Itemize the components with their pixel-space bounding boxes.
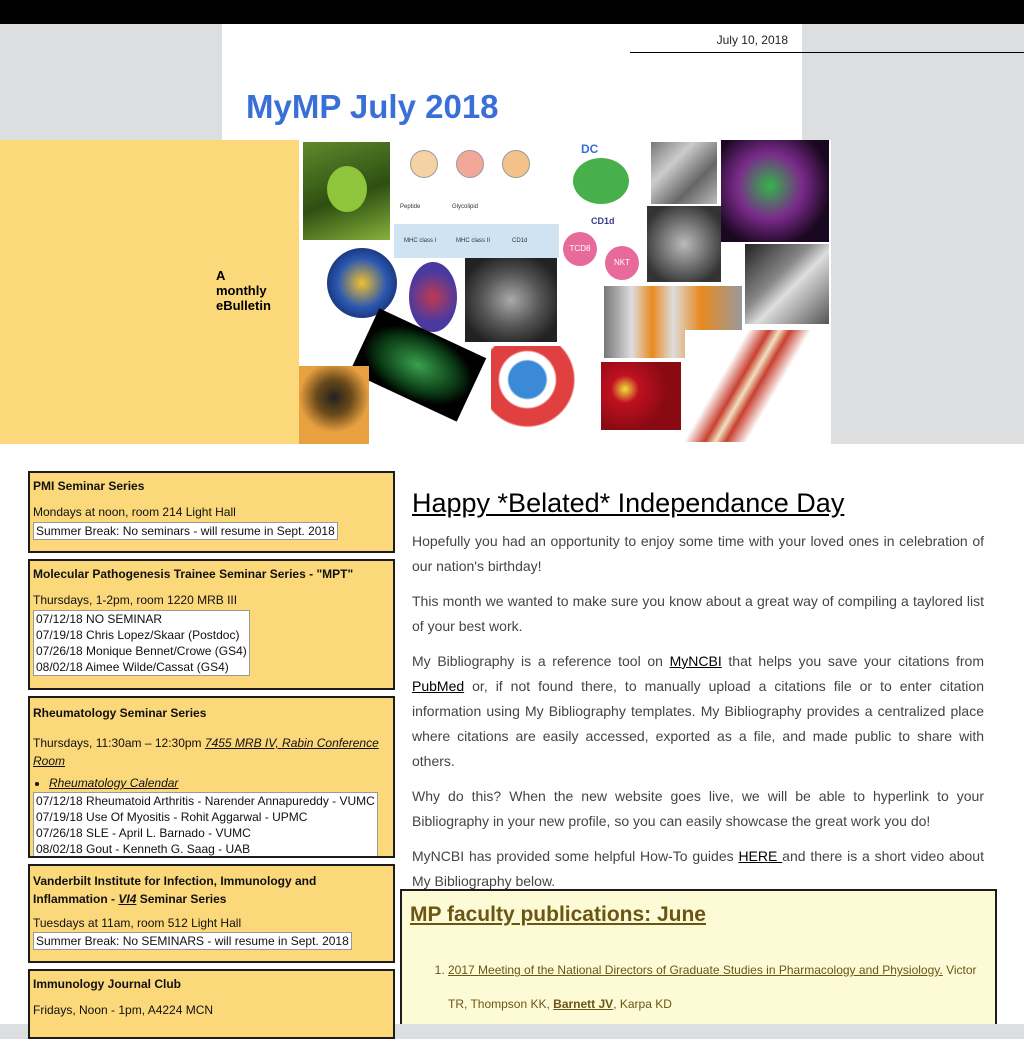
mpt-seminar-box	[28, 559, 395, 690]
fluorescence-micrograph	[721, 140, 829, 242]
schedule-list	[33, 792, 378, 858]
publications-heading: MP faculty publications: June	[410, 903, 706, 926]
calendar-item	[49, 774, 390, 792]
myncbi-link[interactable]: MyNCBI	[669, 653, 722, 669]
header-gray-right	[802, 24, 1024, 444]
publication-authors: , Karpa KD	[613, 997, 672, 1011]
schedule-item: 08/02/18 Aimee Wilde/Cassat (GS4)	[36, 660, 229, 674]
journal-club-box	[28, 969, 395, 1039]
seminar-time	[33, 734, 390, 770]
location-link[interactable]: 7455 MRB IV, Rabin Conference Room	[33, 736, 379, 768]
article	[412, 488, 984, 904]
calendar-list	[33, 774, 390, 792]
tagline-line: A	[216, 268, 226, 283]
page-title: MyMP July 2018	[246, 88, 499, 125]
text: My Bibliography is a reference tool on	[412, 653, 670, 669]
rheumatology-seminar-box	[28, 696, 395, 858]
bacteria-micrograph	[651, 142, 717, 204]
publications-box	[400, 889, 997, 1024]
diagram-label: TCD8	[563, 232, 597, 266]
schedule-item: 07/12/18 NO SEMINAR	[36, 612, 163, 626]
publication-item	[448, 953, 983, 1021]
box-title: Immunology Journal Club	[33, 977, 182, 991]
schedule-item: 08/02/18 Gout - Kenneth G. Saag - UAB	[36, 842, 251, 856]
article-paragraph: Why do this? When the new website goes live, we will be able to hyperlink to your Bibliography in your new profile, so you can easily showcase the great work you do!	[412, 788, 984, 829]
rod-micrograph	[745, 244, 829, 324]
header-gray-left	[0, 24, 222, 140]
top-bar	[0, 0, 1024, 24]
diagram-label: Peptide	[400, 204, 421, 210]
seminar-time: Mondays at noon, room 214 Light Hall	[33, 505, 236, 519]
virus-model	[327, 248, 397, 318]
author-link[interactable]: Barnett JV	[553, 997, 614, 1011]
tagline-line: monthly	[216, 283, 267, 298]
science-image-collage	[299, 140, 831, 444]
cell-micrograph	[647, 206, 721, 282]
schedule-list	[33, 610, 250, 676]
notice: Summer Break: No SEMINARS - will resume in Sept. 2018	[33, 932, 352, 950]
publication-title-link[interactable]: 2017 Meeting of the National Directors of Graduate Studies in Pharmacology and Physiology.	[448, 963, 943, 977]
schedule-item: 07/12/18 Rheumatoid Arthritis - Narender Annapureddy - VUMC	[36, 794, 375, 808]
wasp-image	[299, 366, 369, 444]
article-paragraph	[412, 649, 984, 774]
schedule-item: 07/26/18 Monique Bennet/Crowe (GS4)	[36, 644, 247, 658]
title-text: Seminar Series	[136, 892, 227, 906]
tagline-line: eBulletin	[216, 298, 271, 313]
embryo-micrograph	[465, 258, 557, 342]
t-cell-diagram	[394, 142, 559, 260]
frog-image	[303, 142, 390, 240]
calendar-link[interactable]: Rheumatology Calendar	[49, 776, 179, 790]
box-title: PMI Seminar Series	[33, 479, 145, 493]
box-title: Rheumatology Seminar Series	[33, 706, 207, 720]
diagram-label: MHC class I	[404, 238, 437, 244]
diagram-label: DC	[581, 142, 599, 156]
date-divider	[630, 52, 1024, 53]
publications-list	[448, 953, 983, 1021]
text: MyNCBI has provided some helpful How-To guides	[412, 848, 739, 864]
seminar-time: Thursdays, 1-2pm, room 1220 MRB III	[33, 593, 238, 607]
diagram-label: NKT	[605, 246, 639, 280]
schedule-item: 07/19/18 Chris Lopez/Skaar (Postdoc)	[36, 628, 240, 642]
vi4-link[interactable]: VI4	[118, 892, 137, 906]
article-paragraph: Hopefully you had an opportunity to enjoy some time with your loved ones in celebration of our nation's birthday!	[412, 533, 984, 574]
box-title	[33, 872, 390, 908]
schedule-item: 07/26/18 SLE - April L. Barnado - VUMC	[36, 826, 251, 840]
title-text: Vanderbilt Institute for Infection, Immunology and Inflammation -	[33, 874, 317, 906]
article-heading: Happy *Belated* Independance Day	[412, 488, 845, 518]
box-title: Molecular Pathogenesis Trainee Seminar Series - "MPT"	[33, 567, 354, 581]
helix-structure	[685, 330, 831, 442]
issue-date: July 10, 2018	[716, 33, 788, 47]
diagram-label: CD1d	[512, 238, 528, 244]
publication-authors: Victor TR, Thompson KK,	[448, 963, 977, 1011]
protein-capsid-model	[409, 262, 457, 332]
text: and there is a short video about My Bibliography below.	[412, 848, 984, 889]
vi4-seminar-box	[28, 864, 395, 963]
time-text: Thursdays, 11:30am – 12:30pm	[33, 736, 202, 750]
tagline	[216, 268, 296, 313]
how-to-link[interactable]: HERE	[738, 848, 783, 864]
protein-structure	[491, 346, 595, 442]
text: or, if not found there, to manually upload a citations file or to enter citation information using My Bibliography templates. My Bibliography provides a centralized place where citations are easily accessed, exported as a file, and made public to share with others.	[412, 678, 984, 769]
article-paragraph	[412, 844, 984, 894]
pmi-seminar-box	[28, 471, 395, 553]
seminar-time: Fridays, Noon - 1pm, A4224 MCN	[33, 1003, 214, 1017]
schedule-item: 07/19/18 Use Of Myositis - Rohit Aggarwal - UPMC	[36, 810, 308, 824]
notice: Summer Break: No seminars - will resume in Sept. 2018	[33, 522, 338, 540]
seminar-time: Tuesdays at 11am, room 512 Light Hall	[33, 916, 242, 930]
text: that helps you save your citations from	[721, 653, 984, 669]
diagram-label: CD1d	[591, 216, 615, 226]
diagram-label: Glycolipid	[452, 204, 479, 210]
diagram-label: MHC class II	[456, 238, 491, 244]
blood-cells-image	[601, 362, 681, 430]
pubmed-link[interactable]: PubMed	[412, 678, 465, 694]
article-paragraph: This month we wanted to make sure you know about a great way of compiling a taylored list of your best work.	[412, 593, 984, 634]
